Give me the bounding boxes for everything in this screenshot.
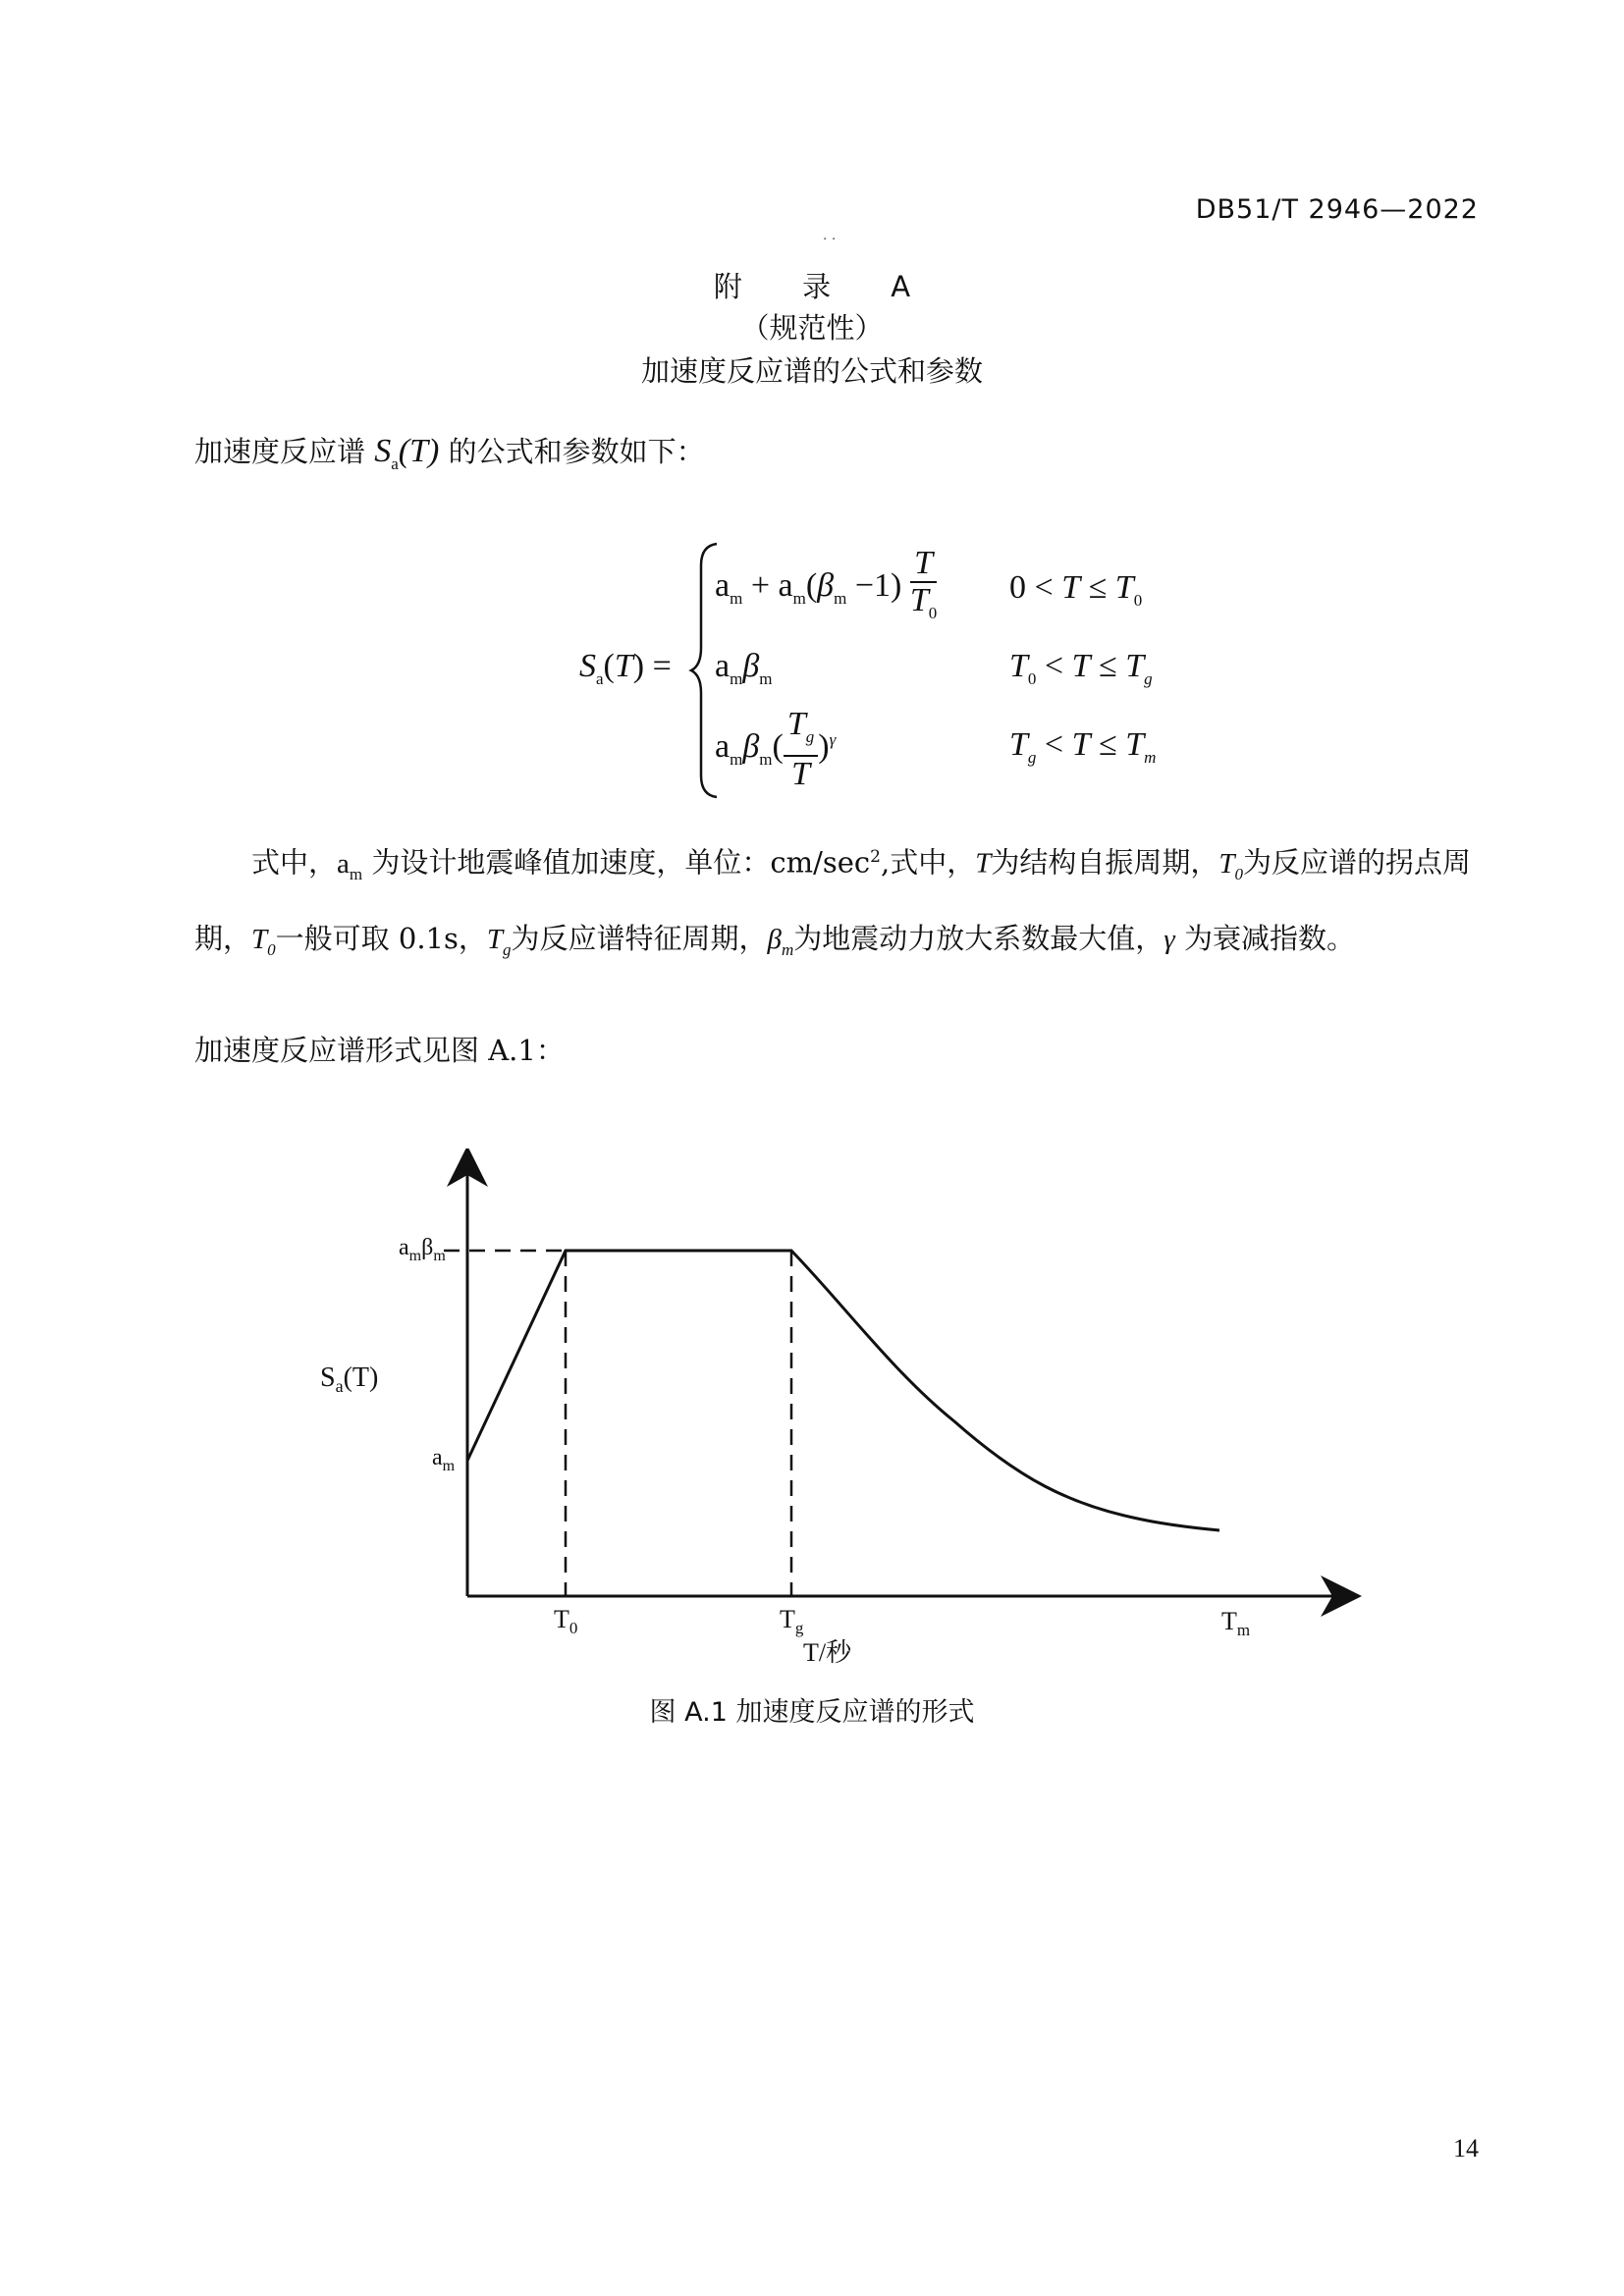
desc-sym-gamma: γ bbox=[1164, 924, 1175, 956]
description-paragraph bbox=[194, 825, 1471, 983]
desc-part-9: 为衰减指数。 bbox=[1183, 922, 1355, 956]
desc-part-8: 为地震动力放大系数最大值， bbox=[793, 922, 1164, 956]
desc-sym-T0b: $T_0$ bbox=[251, 924, 276, 960]
spectrum-curve bbox=[467, 1251, 1219, 1530]
desc-part-5: 为反应谱的拐点周期， bbox=[194, 845, 1472, 956]
formula bbox=[579, 538, 1267, 803]
desc-sym-T0: $T_0$ bbox=[1218, 847, 1243, 883]
formula-case-1: $a_m + a_m(\beta_m -1)$ $\frac{T}{T_0}$ bbox=[715, 545, 938, 622]
figure-caption: 图 A.1 加速度反应谱的形式 bbox=[649, 1697, 975, 1728]
desc-sup-2: 2 bbox=[870, 847, 881, 867]
x-axis-label: T/秒 bbox=[803, 1638, 852, 1667]
tick-y-am: $a_m$ bbox=[432, 1445, 456, 1474]
desc-sym-am: $a_m$ bbox=[337, 847, 363, 883]
formula-cond-3: $T_g < T \le T_m$ bbox=[1009, 726, 1157, 767]
response-spectrum-figure bbox=[295, 1148, 1375, 1669]
document-id: DB51/T 2946—2022 bbox=[1195, 194, 1479, 225]
formula-cond-1: $0 < T \le T_0$ bbox=[1009, 569, 1143, 610]
top-mark: · · bbox=[823, 232, 837, 247]
page-number: 14 bbox=[1453, 2134, 1479, 2163]
appendix-label: 附 录 A bbox=[713, 270, 937, 303]
desc-sym-T: T bbox=[975, 847, 992, 880]
desc-part-3: ,式中， bbox=[880, 845, 976, 880]
intro-suffix: 的公式和参数如下： bbox=[448, 435, 705, 468]
appendix-type: （规范性） bbox=[740, 311, 884, 345]
desc-part-6: 一般可取 0.1s， bbox=[275, 922, 487, 956]
desc-part-2: 为设计地震峰值加速度，单位：cm/sec bbox=[371, 845, 871, 880]
tick-y-ambm: $a_m\beta_m$ bbox=[399, 1235, 446, 1264]
intro-line bbox=[194, 430, 705, 474]
desc-part-1: 式中， bbox=[251, 845, 338, 880]
formula-case-2: $a_m\beta_m$ bbox=[715, 648, 773, 688]
formula-cond-2: $T_0 < T \le T_g$ bbox=[1009, 648, 1153, 688]
desc-sym-beta: $\beta_m$ bbox=[767, 924, 794, 960]
formula-lhs: $S_a(T)$ = bbox=[579, 648, 672, 688]
intro-symbol: $S_a(T)$ bbox=[374, 433, 440, 473]
desc-sym-Tg: $T_g$ bbox=[486, 924, 512, 960]
appendix-title: 加速度反应谱的公式和参数 bbox=[640, 354, 983, 388]
tick-x-tg: $T_g$ bbox=[780, 1605, 804, 1637]
see-figure-line: 加速度反应谱形式见图 A.1： bbox=[194, 1034, 565, 1067]
intro-prefix: 加速度反应谱 bbox=[194, 435, 366, 468]
formula-case-3: $a_m\beta_m$( $\frac{T_g}{T}$ )$^\gamma$ bbox=[715, 706, 837, 792]
desc-part-7: 为反应谱特征周期， bbox=[511, 922, 768, 956]
tick-x-tm: $T_m$ bbox=[1221, 1607, 1251, 1639]
desc-part-4: 为结构自振周期， bbox=[991, 845, 1219, 880]
y-axis-label: $S_a(T)$ bbox=[320, 1362, 379, 1396]
tick-x-t0: $T_0$ bbox=[554, 1605, 578, 1637]
